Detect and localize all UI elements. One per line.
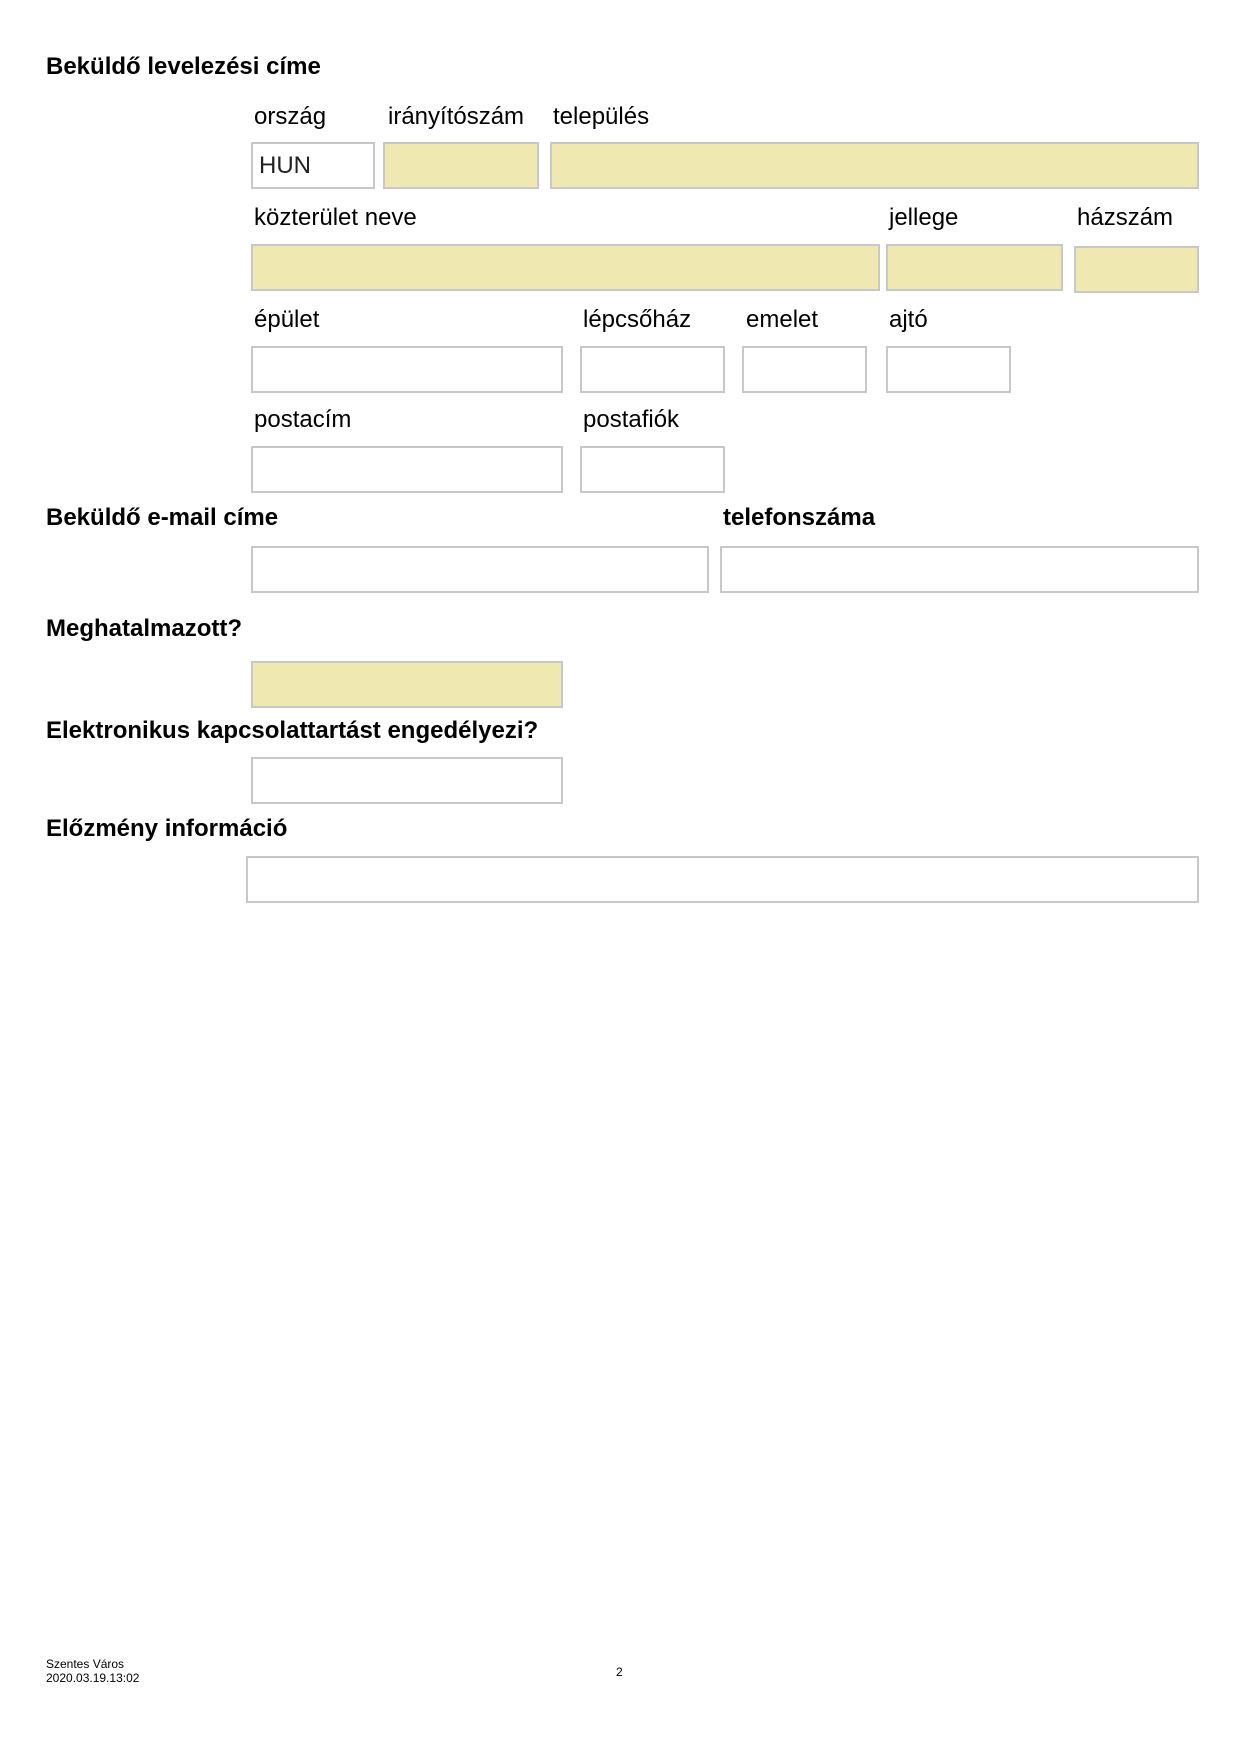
footer-timestamp: 2020.03.19.13:02 <box>46 1671 140 1685</box>
page-number: 2 <box>616 1665 623 1679</box>
footer-org: Szentes Város <box>46 1657 125 1671</box>
street-type-input[interactable] <box>886 244 1063 291</box>
floor-label: emelet <box>746 306 819 333</box>
mailing-address-heading: Beküldő levelezési címe <box>46 53 321 80</box>
history-input[interactable] <box>246 856 1199 903</box>
phone-heading: telefonszáma <box>723 504 876 531</box>
email-input[interactable] <box>251 546 709 593</box>
settlement-label: település <box>553 103 650 130</box>
house-number-input[interactable] <box>1074 246 1199 293</box>
phone-input[interactable] <box>720 546 1199 593</box>
street-name-label: közterület neve <box>254 204 417 231</box>
authorized-heading: Meghatalmazott? <box>46 615 243 642</box>
country-label: ország <box>254 103 327 130</box>
post-address-input[interactable] <box>251 446 563 493</box>
staircase-input[interactable] <box>580 346 725 393</box>
authorized-input[interactable] <box>251 661 563 708</box>
post-address-label: postacím <box>254 406 352 433</box>
electronic-contact-heading: Elektronikus kapcsolattartást engedélyezi? <box>46 717 539 744</box>
country-input[interactable] <box>251 142 375 189</box>
building-input[interactable] <box>251 346 563 393</box>
door-label: ajtó <box>889 306 928 333</box>
settlement-input[interactable] <box>550 142 1199 189</box>
po-box-input[interactable] <box>580 446 725 493</box>
postal-code-input[interactable] <box>383 142 539 189</box>
street-name-input[interactable] <box>251 244 880 291</box>
history-heading: Előzmény információ <box>46 815 288 842</box>
floor-input[interactable] <box>742 346 867 393</box>
email-heading: Beküldő e-mail címe <box>46 504 279 531</box>
street-type-label: jellege <box>889 204 959 231</box>
house-number-label: házszám <box>1077 204 1174 231</box>
po-box-label: postafiók <box>583 406 680 433</box>
building-label: épület <box>254 306 320 333</box>
electronic-contact-input[interactable] <box>251 757 563 804</box>
staircase-label: lépcsőház <box>583 306 692 333</box>
postal-code-label: irányítószám <box>388 103 525 130</box>
door-input[interactable] <box>886 346 1011 393</box>
